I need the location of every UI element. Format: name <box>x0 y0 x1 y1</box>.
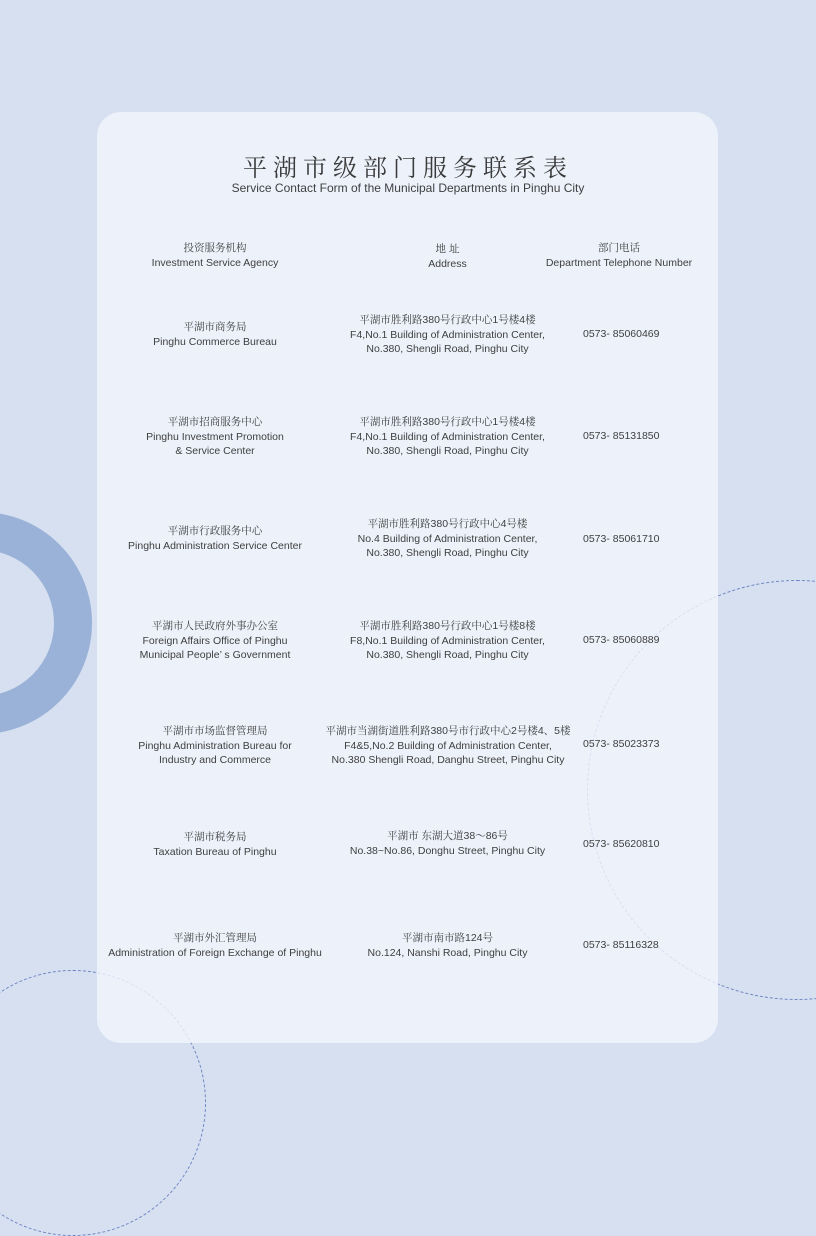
agency-name-en: Administration of Foreign Exchange of Pinghu <box>108 946 322 959</box>
address-line: No.380 Shengli Road, Danghu Street, Pinghu City <box>331 754 565 766</box>
phone-number: 0573- 85060889 <box>583 634 660 646</box>
header-agency-cn: 投资服务机构 <box>183 242 247 254</box>
phone-number: 0573- 85620810 <box>583 838 660 850</box>
table-row-address <box>330 313 565 357</box>
agency-name-en: Foreign Affairs Office of Pinghu <box>142 634 288 647</box>
address-line: No.380, Shengli Road, Pinghu City <box>366 547 529 559</box>
phone-number: 0573- 85131850 <box>583 430 660 442</box>
header-phone <box>545 241 693 270</box>
table-row-agency <box>100 931 330 960</box>
table-row-agency <box>110 619 320 663</box>
header-phone-cn: 部门电话 <box>598 242 640 254</box>
decorative-ring <box>0 512 92 734</box>
agency-name-en: Taxation Bureau of Pinghu <box>153 845 277 858</box>
address-line: F8,No.1 Building of Administration Center, <box>350 634 545 647</box>
address-line: No.380, Shengli Road, Pinghu City <box>366 343 529 355</box>
phone-number: 0573- 85061710 <box>583 533 660 545</box>
address-line: 平湖市南市路124号 <box>401 932 494 944</box>
agency-name-cn: 平湖市外汇管理局 <box>173 932 257 944</box>
table-row-address <box>330 931 565 960</box>
address-line: 平湖市 东湖大道38～86号 <box>387 830 508 842</box>
agency-name-en: Industry and Commerce <box>158 754 272 766</box>
header-phone-en: Department Telephone Number <box>545 256 693 269</box>
agency-name-en: Pinghu Administration Bureau for <box>138 739 292 752</box>
header-agency-en: Investment Service Agency <box>151 256 279 269</box>
agency-name-en: & Service Center <box>175 445 255 457</box>
phone-number: 0573- 85023373 <box>583 738 660 750</box>
table-row-agency <box>110 830 320 859</box>
address-line: 平湖市胜利路380号行政中心1号楼4楼 <box>359 416 536 428</box>
table-row-address <box>330 829 565 858</box>
agency-name-en: Pinghu Administration Service Center <box>128 539 302 552</box>
address-line: No.380, Shengli Road, Pinghu City <box>366 445 529 457</box>
table-row-address <box>330 619 565 663</box>
header-address-en: Address <box>428 257 467 270</box>
address-line: 平湖市胜利路380号行政中心1号楼4楼 <box>359 314 536 326</box>
phone-number: 0573- 85116328 <box>583 939 659 951</box>
address-line: No.124, Nanshi Road, Pinghu City <box>367 946 528 959</box>
agency-name-en: Pinghu Commerce Bureau <box>153 335 277 348</box>
phone-number: 0573- 85060469 <box>583 328 660 340</box>
table-row-agency <box>110 524 320 553</box>
agency-name-cn: 平湖市人民政府外事办公室 <box>152 620 278 632</box>
agency-name-en: Municipal People’ s Government <box>139 649 291 661</box>
page-subtitle: Service Contact Form of the Municipal Departments in Pinghu City <box>231 181 585 195</box>
header-address-cn: 地 址 <box>435 243 460 255</box>
address-line: F4&5,No.2 Building of Administration Center, <box>344 739 552 752</box>
agency-name-cn: 平湖市商务局 <box>183 321 247 333</box>
address-line: No.38~No.86, Donghu Street, Pinghu City <box>349 844 546 857</box>
table-row-agency <box>110 320 320 349</box>
address-line: 平湖市胜利路380号行政中心1号楼8楼 <box>359 620 536 632</box>
address-line: No.380, Shengli Road, Pinghu City <box>366 649 529 661</box>
header-agency <box>110 241 320 270</box>
table-row-agency <box>110 724 320 768</box>
address-line: 平湖市胜利路380号行政中心4号楼 <box>367 518 528 530</box>
agency-name-cn: 平湖市市场监督管理局 <box>162 725 268 737</box>
table-row-address <box>322 724 574 768</box>
address-line: F4,No.1 Building of Administration Center, <box>350 430 545 443</box>
agency-name-cn: 平湖市招商服务中心 <box>167 416 263 428</box>
agency-name-en: Pinghu Investment Promotion <box>146 430 284 443</box>
header-address <box>330 242 565 271</box>
table-row-address <box>330 517 565 561</box>
agency-name-cn: 平湖市税务局 <box>183 831 247 843</box>
table-row-address <box>330 415 565 459</box>
agency-name-cn: 平湖市行政服务中心 <box>167 525 263 537</box>
table-row-agency <box>110 415 320 459</box>
page-title: 平湖市级部门服务联系表 <box>243 154 573 182</box>
address-line: 平湖市当湖街道胜利路380号市行政中心2号楼4、5楼 <box>325 725 571 737</box>
address-line: F4,No.1 Building of Administration Center, <box>350 328 545 341</box>
address-line: No.4 Building of Administration Center, <box>357 532 538 545</box>
